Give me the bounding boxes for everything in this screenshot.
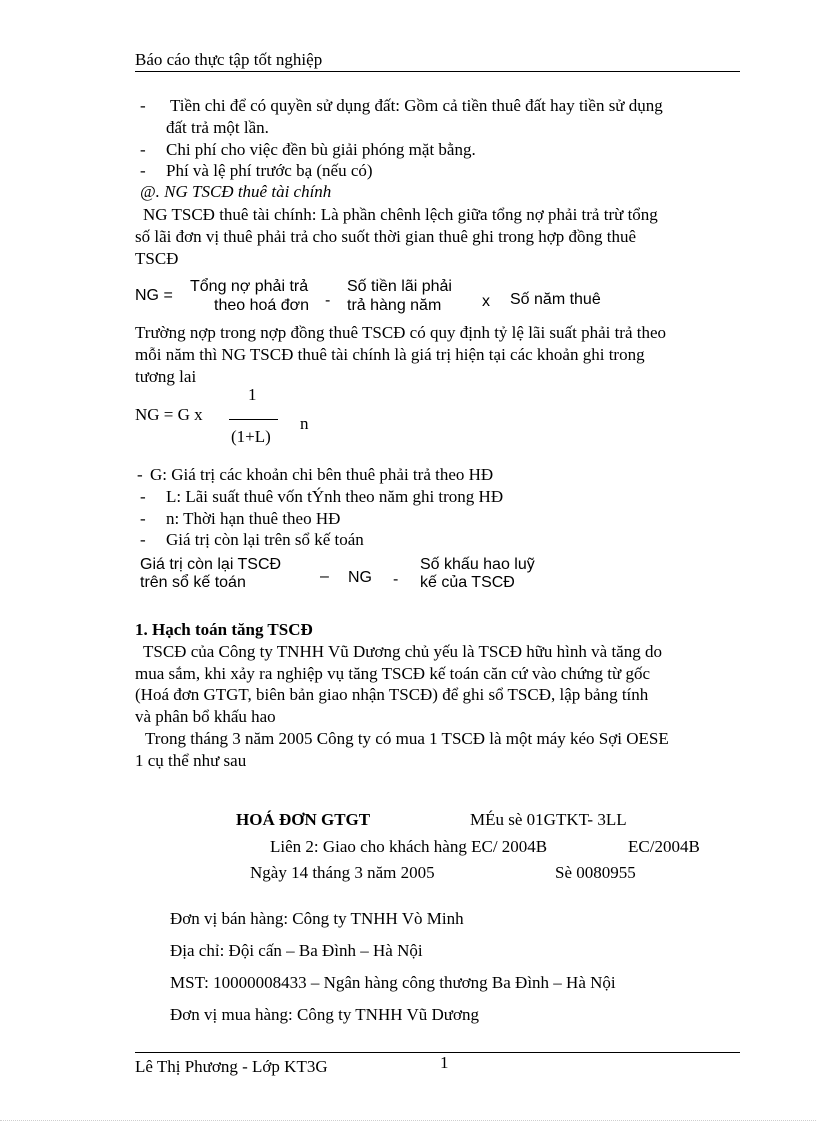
paragraph-line: TSCĐ — [135, 249, 179, 268]
bullet-text: G: Giá trị các khoản chi bên thuê phải trả theo HĐ — [150, 465, 494, 484]
formula-term: Số tiền lãi phải — [347, 278, 452, 295]
header-rule — [135, 71, 740, 72]
formula-term: Tổng nợ phải trả — [190, 278, 309, 295]
page-edge — [0, 1120, 816, 1121]
formula-denominator: (1+L) — [231, 427, 271, 446]
invoice-address: Địa chỉ: Đội cấn – Ba Đình – Hà Nội — [170, 941, 423, 960]
formula-operator: – — [320, 568, 329, 585]
bullet-dash: - — [140, 530, 146, 549]
footer-author: Lê Thị Phương - Lớp KT3G — [135, 1057, 328, 1076]
paragraph-line: tương lai — [135, 367, 197, 386]
formula-term: trên sổ kế toán — [140, 574, 246, 591]
invoice-seller: Đơn vị bán hàng: Công ty TNHH Vò Minh — [170, 909, 464, 928]
bullet-text: Phí và lệ phí trước bạ (nếu có) — [166, 161, 373, 180]
paragraph-line: Trường nợp trong nợp đồng thuê TSCĐ có quy định tỷ lệ lãi suất phải trả theo — [135, 323, 667, 342]
formula-term: Số năm thuê — [510, 291, 601, 308]
formula-term: Giá trị còn lại TSCĐ — [140, 556, 282, 573]
formula-lhs: NG = G x — [135, 405, 203, 424]
formula-term: NG — [348, 569, 372, 586]
bullet-dash: - — [140, 487, 146, 506]
bullet-dash: - — [140, 509, 146, 528]
bullet-text: Tiền chi để có quyền sử dụng đất: Gồm cả tiền thuê đất hay tiền sử dụng — [170, 96, 663, 115]
page-number: 1 — [440, 1053, 449, 1072]
paragraph-line: số lãi đơn vị thuê phải trả cho suốt thời gian thuê ghi trong hợp đồng thuê — [135, 227, 637, 246]
invoice-buyer: Đơn vị mua hàng: Công ty TNHH Vũ Dương — [170, 1005, 479, 1024]
paragraph-line: TSCĐ của Công ty TNHH Vũ Dương chủ yếu là TSCĐ hữu hình và tăng do — [143, 642, 662, 661]
bullet-dash: - — [140, 161, 146, 180]
bullet-dash: - — [140, 96, 146, 115]
page-header-title: Báo cáo thực tập tốt nghiệp — [135, 50, 323, 69]
paragraph-line: mua sắm, khi xảy ra nghiệp vụ tăng TSCĐ kế toán căn cứ vào chứng từ gốc — [135, 664, 651, 683]
invoice-title: HOÁ ĐƠN GTGT — [236, 810, 371, 829]
bullet-text: n: Thời hạn thuê theo HĐ — [166, 509, 341, 528]
paragraph-line: Trong tháng 3 năm 2005 Công ty có mua 1 TSCĐ là một máy kéo Sợi OESE — [145, 729, 669, 748]
bullet-text-cont: đất trả một lần. — [166, 118, 269, 137]
section-heading-lease: @. NG TSCĐ thuê tài chính — [140, 182, 332, 201]
footer-rule — [135, 1052, 740, 1053]
bullet-dash: - — [140, 140, 146, 159]
bullet-text: Chi phí cho việc đền bù giải phóng mặt bằng. — [166, 140, 476, 159]
invoice-copy: Liên 2: Giao cho khách hàng EC/ 2004B — [270, 837, 548, 856]
formula-exponent: n — [300, 414, 309, 433]
bullet-text: Giá trị còn lại trên sổ kế toán — [166, 530, 364, 549]
fraction-bar — [229, 419, 278, 420]
section-heading: 1. Hạch toán tăng TSCĐ — [135, 620, 313, 639]
formula-term: theo hoá đơn — [214, 297, 310, 314]
bullet-dash: - — [137, 465, 143, 484]
formula-lhs: NG = — [135, 287, 173, 304]
formula-operator: x — [482, 293, 490, 310]
formula-operator: - — [393, 571, 399, 588]
paragraph-line: (Hoá đơn GTGT, biên bản giao nhận TSCĐ) để ghi sổ TSCĐ, lập bảng tính — [135, 685, 649, 704]
invoice-date: Ngày 14 tháng 3 năm 2005 — [250, 863, 435, 882]
paragraph-line: và phân bổ khấu hao — [135, 707, 276, 726]
invoice-form-code: MÉu sè 01GTKT- 3LL — [470, 810, 627, 829]
invoice-number: Sè 0080955 — [555, 863, 636, 882]
paragraph-line: 1 cụ thể như sau — [135, 751, 247, 770]
paragraph-line: NG TSCĐ thuê tài chính: Là phần chênh lệch giữa tổng nợ phải trả trừ tổng — [143, 205, 658, 224]
formula-numerator: 1 — [248, 385, 257, 404]
formula-term: Số khấu hao luỹ — [420, 556, 535, 573]
invoice-tax: MST: 10000008433 – Ngân hàng công thương Ba Đình – Hà Nội — [170, 973, 616, 992]
paragraph-line: mỗi năm thì NG TSCĐ thuê tài chính là giá trị hiện tại các khoản ghi trong — [135, 345, 645, 364]
formula-term: trả hàng năm — [347, 297, 442, 314]
invoice-series: EC/2004B — [628, 837, 700, 856]
formula-term: kế của TSCĐ — [420, 574, 515, 591]
formula-operator: - — [325, 292, 331, 309]
bullet-text: L: Lãi suất thuê vốn tÝnh theo năm ghi trong HĐ — [166, 487, 504, 506]
